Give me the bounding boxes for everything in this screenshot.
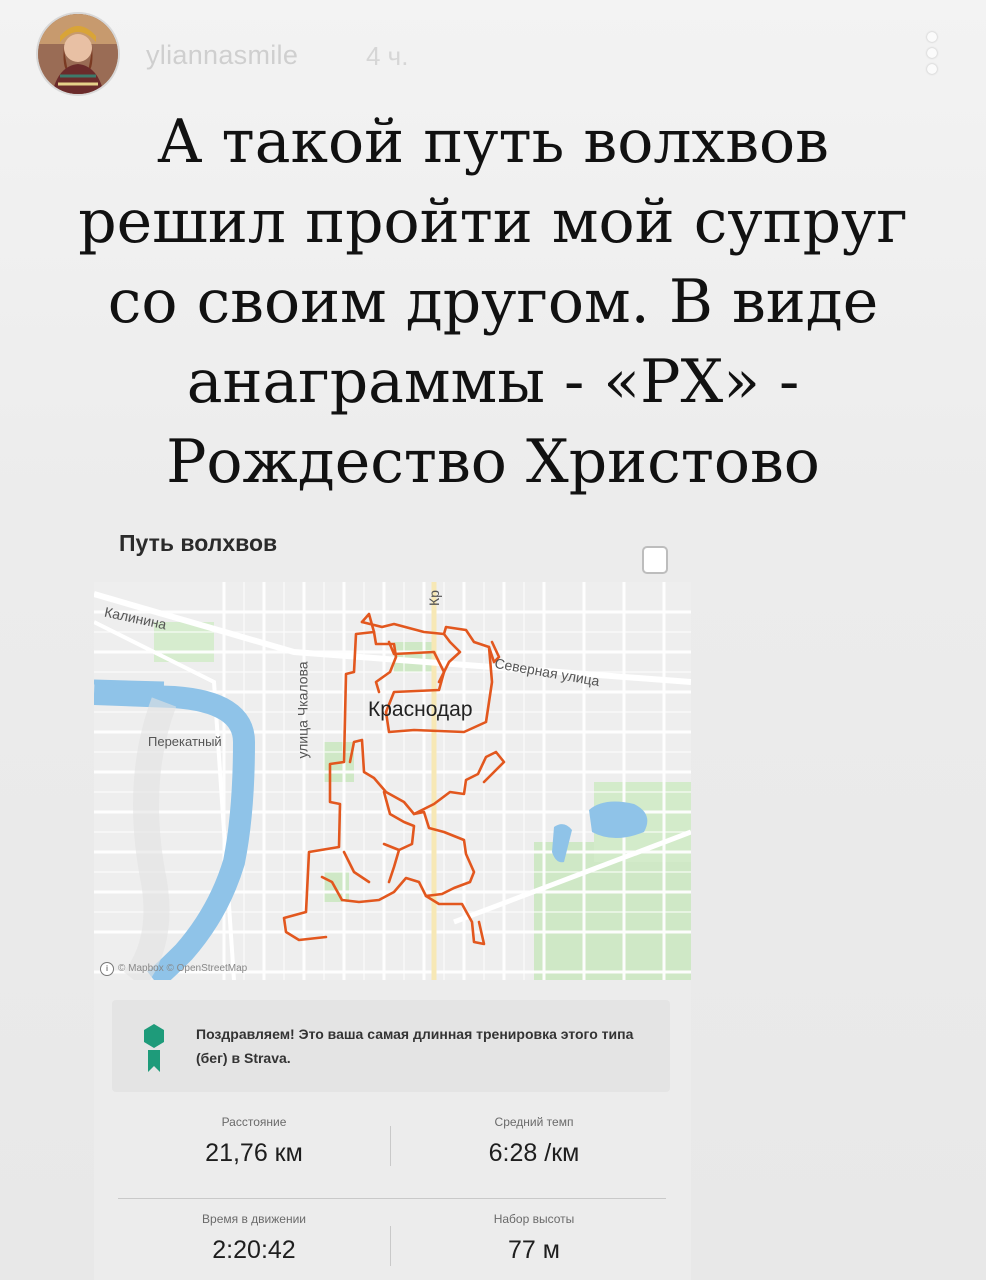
stat-distance — [134, 1115, 374, 1168]
stat-moving-time — [134, 1212, 374, 1265]
post-time: 4 ч. — [366, 41, 409, 71]
username[interactable]: yliannasmile — [146, 40, 299, 70]
map-label-krasnodar: Краснодар — [368, 698, 473, 721]
achievement-text: Поздравляем! Это ваша самая длинная тренировка этого типа (бег) в Strava. — [196, 1026, 634, 1066]
divider — [390, 1226, 391, 1266]
caption-line: Рождество Христово — [166, 427, 820, 497]
caption-line: А такой путь волхвов — [157, 107, 829, 177]
bookmark-icon[interactable] — [642, 546, 668, 574]
map-label-perekatny: Перекатный — [148, 734, 222, 749]
medal-icon — [142, 1022, 166, 1074]
dot-icon — [927, 64, 937, 74]
stat-elevation — [414, 1212, 654, 1265]
map-label-kr: Кр — [425, 590, 442, 606]
divider — [390, 1126, 391, 1166]
map-label-kalinina: Калинина — [103, 603, 168, 633]
stat-value: 2:20:42 — [212, 1236, 296, 1264]
stat-label: Расстояние — [221, 1115, 287, 1129]
story-header — [28, 12, 958, 96]
stat-label: Время в движении — [202, 1212, 306, 1226]
more-options-button[interactable] — [922, 28, 942, 84]
route-map[interactable] — [94, 582, 691, 980]
caption-line: со своим другом. В виде — [107, 267, 879, 337]
achievement-banner — [112, 1000, 670, 1092]
dot-icon — [927, 48, 937, 58]
stat-value: 21,76 км — [205, 1139, 303, 1167]
activity-card — [94, 520, 691, 1280]
stat-label: Набор высоты — [493, 1212, 575, 1226]
map-attribution[interactable]: i © Mapbox © OpenStreetMap — [100, 962, 247, 976]
map-canvas — [94, 582, 691, 980]
stat-pace — [414, 1115, 654, 1168]
caption-line: решил пройти мой супруг — [78, 187, 908, 257]
info-icon[interactable]: i — [100, 962, 114, 976]
map-label-chkalova: улица Чкалова — [294, 661, 311, 759]
activity-title: Путь волхвов — [119, 530, 278, 556]
stat-value: 77 м — [508, 1236, 560, 1264]
dot-icon — [927, 32, 937, 42]
divider — [118, 1198, 666, 1199]
stat-label: Средний темп — [494, 1115, 574, 1129]
map-label-severnaya: Северная улица — [493, 654, 601, 690]
avatar-image — [38, 14, 118, 94]
story-caption — [40, 102, 946, 502]
caption-line: анаграммы - «РХ» - — [186, 347, 800, 417]
stat-value: 6:28 /км — [488, 1139, 580, 1167]
user-avatar[interactable] — [36, 12, 120, 96]
